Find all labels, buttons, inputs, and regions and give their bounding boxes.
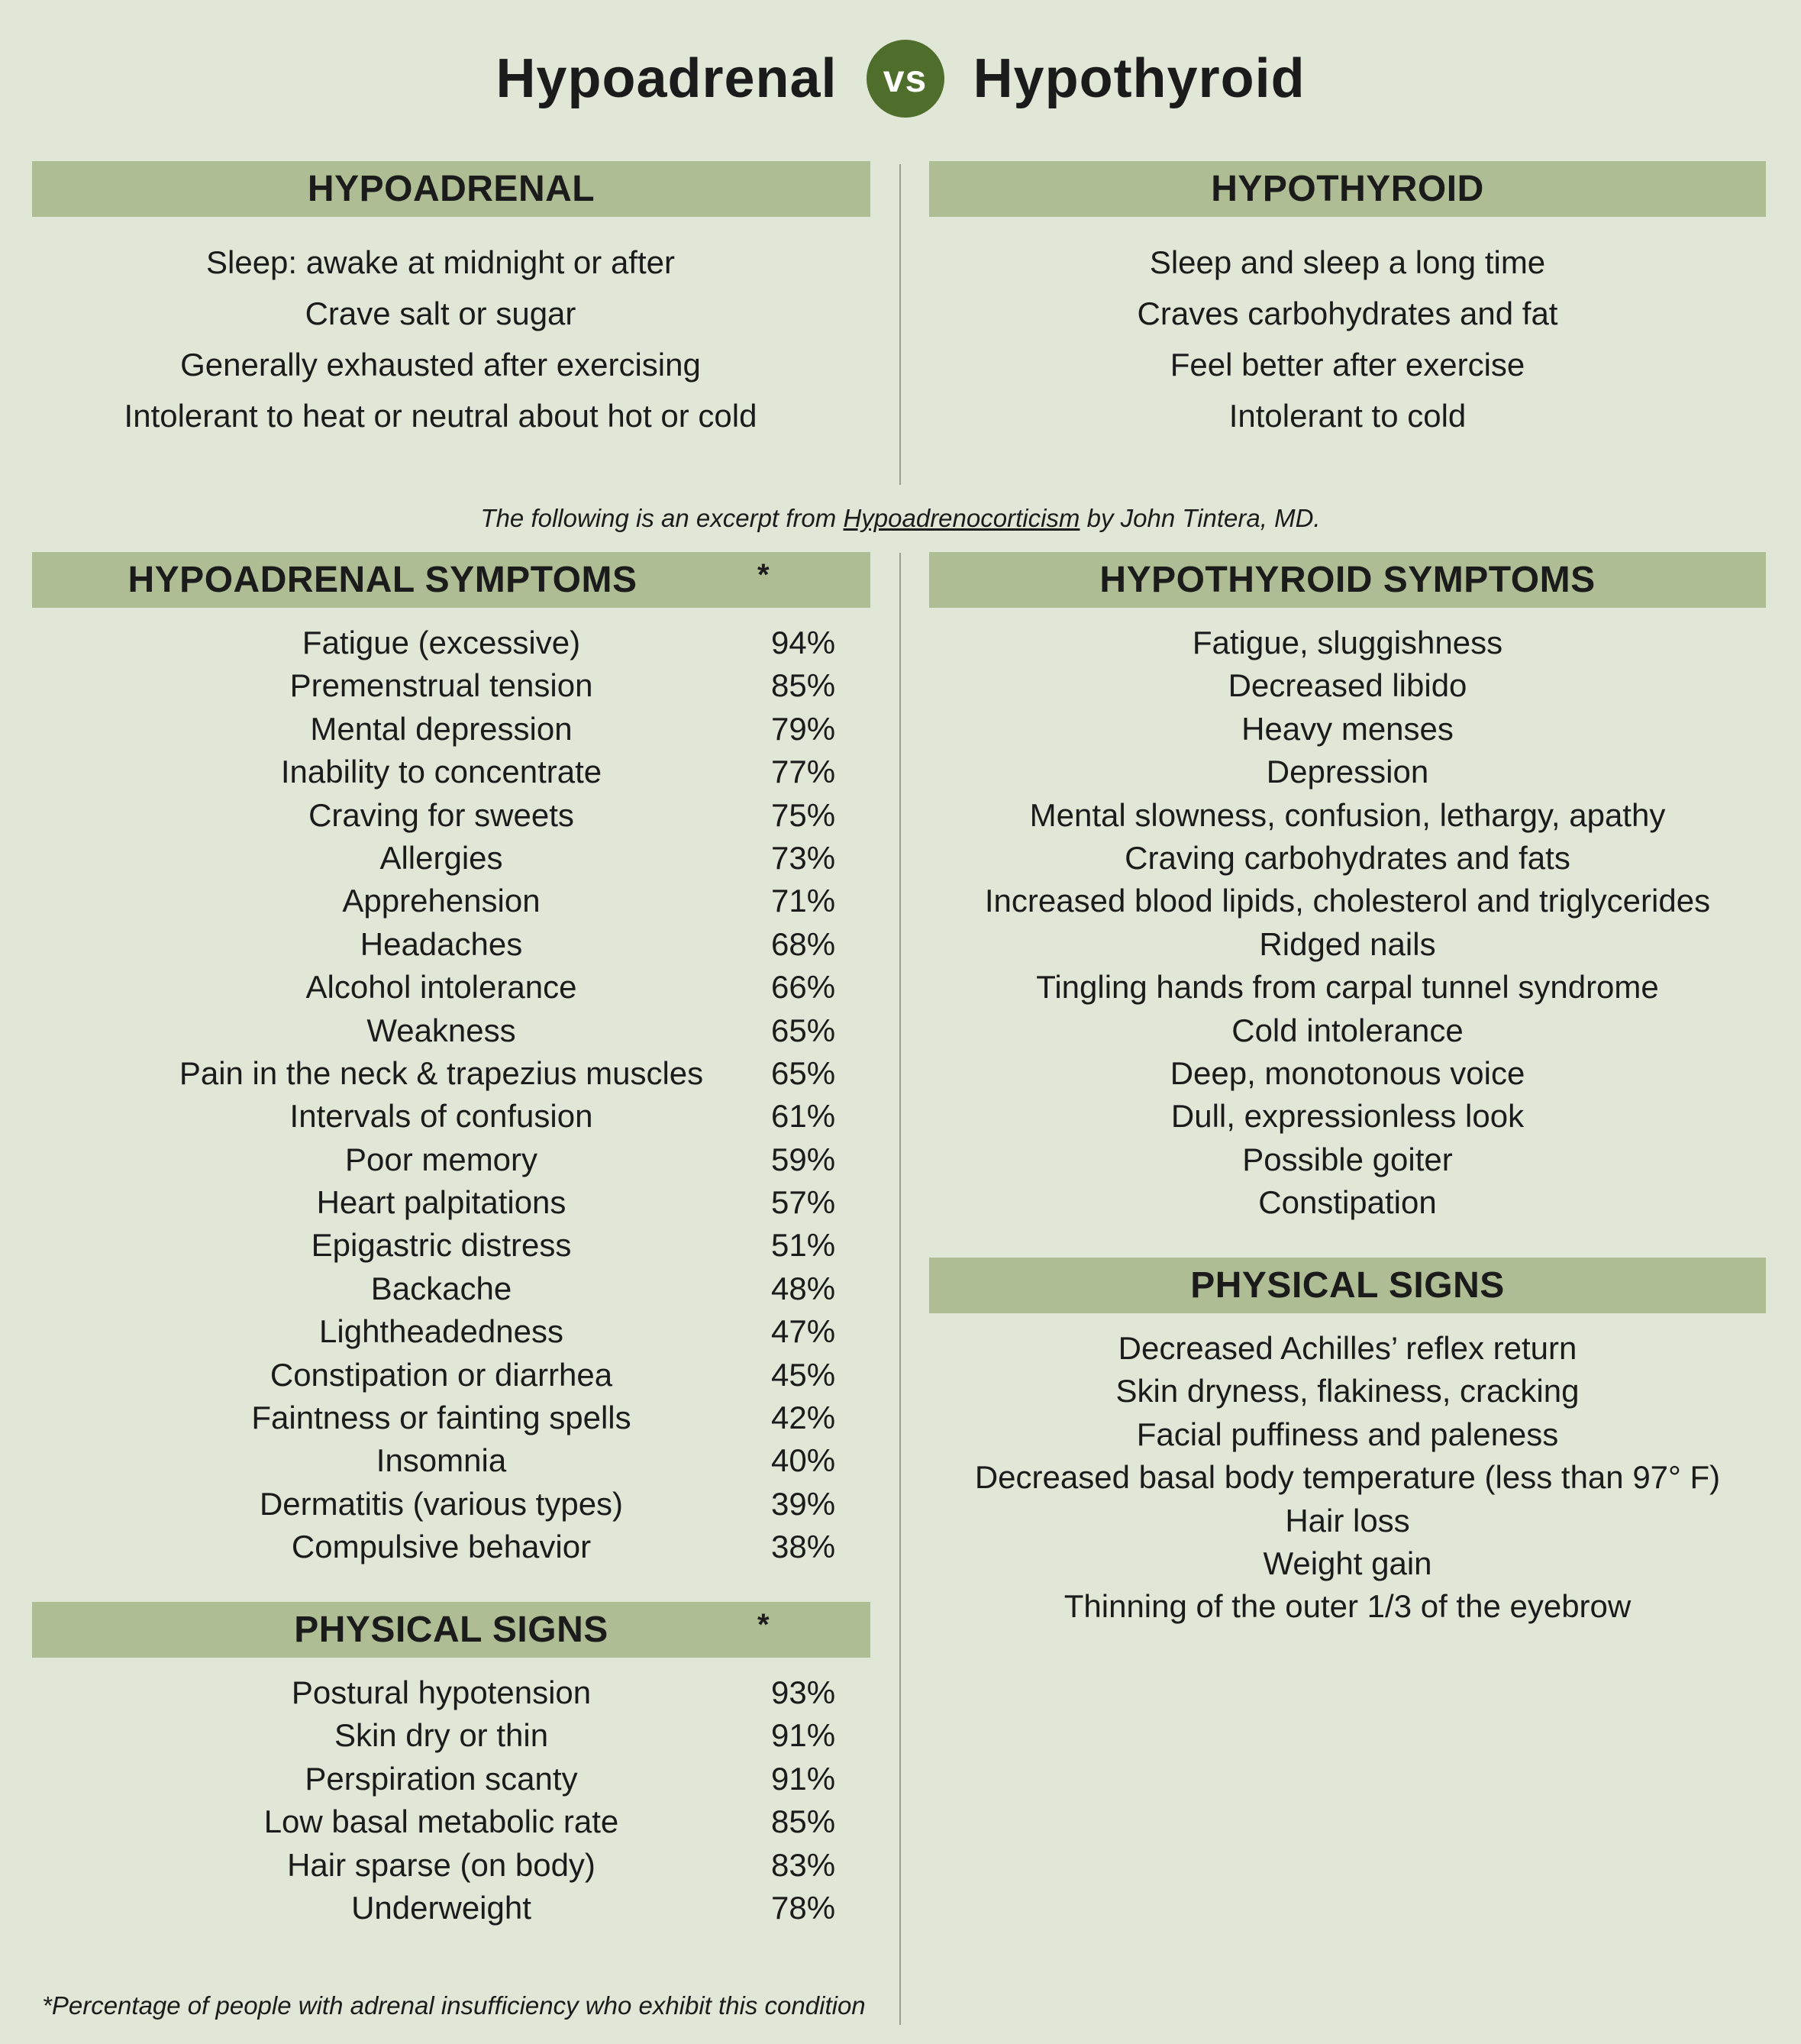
table-row xyxy=(32,1095,870,1138)
table-row xyxy=(32,1526,870,1568)
symptom-label: Faintness or fainting spells xyxy=(251,1400,631,1436)
symptom-label: Fatigue (excessive) xyxy=(302,625,581,660)
list-item: Generally exhausted after exercising xyxy=(180,347,701,383)
vs-badge: vs xyxy=(867,40,944,118)
symptom-label: Premenstrual tension xyxy=(289,667,593,704)
symptom-label: Epigastric distress xyxy=(311,1227,572,1264)
symptom-label: Insomnia xyxy=(376,1442,507,1479)
excerpt-prefix: The following is an excerpt from xyxy=(480,504,844,532)
list-item: Hair loss xyxy=(1285,1502,1410,1539)
table-row xyxy=(32,1267,870,1310)
sign-label: Hair sparse (on body) xyxy=(287,1846,595,1883)
symptom-label: Heart palpitations xyxy=(316,1184,566,1221)
hypothyroid-symptoms-title: HYPOTHYROID SYMPTOMS xyxy=(1099,560,1596,600)
symptom-percent: 45% xyxy=(771,1356,836,1393)
symptom-percent: 77% xyxy=(771,754,836,790)
table-row xyxy=(32,1052,870,1095)
table-row xyxy=(32,664,870,707)
symptom-label: Backache xyxy=(370,1270,512,1306)
excerpt-note xyxy=(0,504,1801,533)
hypoadrenal-header xyxy=(32,161,870,217)
table-row xyxy=(32,1800,870,1843)
list-item: Facial puffiness and paleness xyxy=(1136,1416,1559,1452)
sign-percent: 78% xyxy=(771,1889,836,1926)
hypothyroid-header xyxy=(929,161,1766,217)
list-item: Constipation xyxy=(1258,1184,1437,1221)
sign-percent: 85% xyxy=(771,1803,836,1840)
table-row xyxy=(32,966,870,1009)
list-item: Intolerant to heat or neutral about hot or cold xyxy=(124,398,757,434)
symptom-percent: 73% xyxy=(771,839,836,876)
symptom-label: Weakness xyxy=(366,1012,516,1048)
symptom-percent: 85% xyxy=(771,667,836,704)
list-item: Intolerant to cold xyxy=(1228,398,1467,434)
symptom-label: Dermatitis (various types) xyxy=(259,1485,624,1522)
list-item: Cold intolerance xyxy=(1231,1012,1464,1048)
footnote-marker: * xyxy=(757,558,770,592)
symptom-percent: 42% xyxy=(771,1400,836,1436)
footnote-marker: * xyxy=(757,1608,770,1642)
sign-percent: 91% xyxy=(771,1760,836,1797)
thyroid-physical-signs-title: PHYSICAL SIGNS xyxy=(1190,1265,1505,1306)
symptom-label: Alcohol intolerance xyxy=(305,969,577,1006)
table-row xyxy=(32,1181,870,1224)
list-item: Ridged nails xyxy=(1259,925,1436,962)
symptom-percent: 47% xyxy=(771,1313,836,1350)
table-row xyxy=(32,837,870,880)
symptom-percent: 65% xyxy=(771,1012,836,1048)
list-item: Feel better after exercise xyxy=(1170,347,1525,383)
symptom-percent: 79% xyxy=(771,710,836,747)
list-item: Sleep and sleep a long time xyxy=(1149,244,1546,280)
list-item: Decreased libido xyxy=(1228,667,1467,704)
sign-label: Postural hypotension xyxy=(291,1674,592,1710)
symptom-percent: 39% xyxy=(771,1485,836,1522)
list-item: Decreased Achilles’ reflex return xyxy=(1118,1330,1577,1366)
symptom-percent: 38% xyxy=(771,1529,836,1565)
title-left: Hypoadrenal xyxy=(495,48,838,109)
table-row xyxy=(32,923,870,966)
symptom-label: Allergies xyxy=(379,839,503,876)
table-row xyxy=(32,1138,870,1181)
symptom-label: Mental depression xyxy=(310,710,573,747)
symptom-label: Compulsive behavior xyxy=(291,1529,592,1565)
symptom-label: Inability to concentrate xyxy=(280,754,602,790)
table-row xyxy=(32,1714,870,1757)
symptom-percent: 68% xyxy=(771,925,836,962)
table-row xyxy=(32,1887,870,1929)
symptom-label: Constipation or diarrhea xyxy=(270,1356,613,1393)
symptom-percent: 65% xyxy=(771,1054,836,1091)
list-item: Depression xyxy=(1266,754,1429,790)
symptom-percent: 71% xyxy=(771,883,836,919)
sign-label: Underweight xyxy=(351,1889,531,1926)
list-item: Heavy menses xyxy=(1241,710,1454,747)
sign-label: Skin dry or thin xyxy=(334,1717,549,1754)
symptom-percent: 66% xyxy=(771,969,836,1006)
list-item: Craving carbohydrates and fats xyxy=(1125,839,1570,876)
list-item: Tingling hands from carpal tunnel syndrome xyxy=(1036,969,1659,1006)
list-item: Mental slowness, confusion, lethargy, apathy xyxy=(1029,796,1666,833)
list-item: Skin dryness, flakiness, cracking xyxy=(1115,1373,1580,1409)
list-item: Fatigue, sluggishness xyxy=(1192,625,1503,660)
sign-percent: 91% xyxy=(771,1717,836,1754)
table-row xyxy=(32,1310,870,1353)
hypothyroid-symptoms-list xyxy=(929,622,1766,1224)
symptom-label: Intervals of confusion xyxy=(289,1098,593,1135)
symptom-percent: 75% xyxy=(771,796,836,833)
page-title xyxy=(0,40,1801,118)
hypothyroid-header-label: HYPOTHYROID xyxy=(1211,169,1484,209)
symptom-percent: 40% xyxy=(771,1442,836,1479)
table-row xyxy=(32,1671,870,1714)
list-item: Sleep: awake at midnight or after xyxy=(205,244,675,280)
table-row xyxy=(32,794,870,837)
table-row xyxy=(32,1354,870,1397)
hypothyroid-symptoms-header xyxy=(929,552,1766,608)
symptom-label: Lightheadedness xyxy=(319,1313,563,1350)
column-divider-top xyxy=(899,164,901,485)
symptom-label: Headaches xyxy=(360,925,523,962)
table-row xyxy=(32,708,870,751)
table-row xyxy=(32,1439,870,1482)
hypothyroid-comparison-list xyxy=(929,237,1766,441)
table-row xyxy=(32,1483,870,1526)
hypoadrenal-header-label: HYPOADRENAL xyxy=(307,169,595,209)
excerpt-book-title: Hypoadrenocorticism xyxy=(843,504,1080,532)
table-row xyxy=(32,751,870,793)
hypoadrenal-symptoms-header xyxy=(32,552,870,608)
table-row xyxy=(32,1009,870,1052)
title-right: Hypothyroid xyxy=(973,48,1306,109)
adrenal-physical-signs-title: PHYSICAL SIGNS xyxy=(294,1610,608,1650)
list-item: Weight gain xyxy=(1263,1545,1432,1581)
list-item: Crave salt or sugar xyxy=(305,295,576,331)
table-row xyxy=(32,1397,870,1439)
thyroid-physical-signs-list xyxy=(929,1327,1766,1629)
symptom-label: Craving for sweets xyxy=(308,796,574,833)
adrenal-physical-signs-header xyxy=(32,1602,870,1658)
list-item: Increased blood lipids, cholesterol and triglycerides xyxy=(984,883,1711,919)
symptom-percent: 48% xyxy=(771,1270,836,1306)
adrenal-physical-signs-table xyxy=(32,1671,870,1929)
table-row xyxy=(32,622,870,664)
symptom-label: Poor memory xyxy=(344,1141,538,1177)
table-row xyxy=(32,880,870,922)
sign-percent: 93% xyxy=(771,1674,836,1710)
footnote: *Percentage of people with adrenal insufficiency who exhibit this condition xyxy=(42,1991,866,2020)
list-item: Decreased basal body temperature (less than 97° F) xyxy=(974,1459,1721,1496)
hypoadrenal-symptoms-title: HYPOADRENAL SYMPTOMS xyxy=(127,560,637,600)
hypoadrenal-comparison-list xyxy=(32,237,849,441)
thyroid-physical-signs-header xyxy=(929,1258,1766,1313)
symptom-percent: 61% xyxy=(771,1098,836,1135)
sign-label: Perspiration scanty xyxy=(305,1760,578,1797)
list-item: Thinning of the outer 1/3 of the eyebrow xyxy=(1063,1588,1632,1625)
symptom-percent: 94% xyxy=(771,625,836,660)
list-item: Craves carbohydrates and fat xyxy=(1137,295,1558,331)
symptom-label: Pain in the neck & trapezius muscles xyxy=(179,1054,704,1091)
hypoadrenal-symptoms-table xyxy=(32,622,870,1569)
list-item: Possible goiter xyxy=(1242,1141,1453,1177)
table-row xyxy=(32,1758,870,1800)
sign-label: Low basal metabolic rate xyxy=(263,1803,619,1840)
list-item: Deep, monotonous voice xyxy=(1170,1054,1525,1091)
table-row xyxy=(32,1844,870,1887)
excerpt-suffix: by John Tintera, MD. xyxy=(1080,504,1321,532)
column-divider-bottom xyxy=(899,553,901,2025)
symptom-percent: 57% xyxy=(771,1184,836,1221)
symptom-percent: 51% xyxy=(771,1227,836,1264)
symptom-percent: 59% xyxy=(771,1141,836,1177)
symptom-label: Apprehension xyxy=(342,883,541,919)
list-item: Dull, expressionless look xyxy=(1170,1098,1525,1135)
sign-percent: 83% xyxy=(771,1846,836,1883)
table-row xyxy=(32,1224,870,1267)
